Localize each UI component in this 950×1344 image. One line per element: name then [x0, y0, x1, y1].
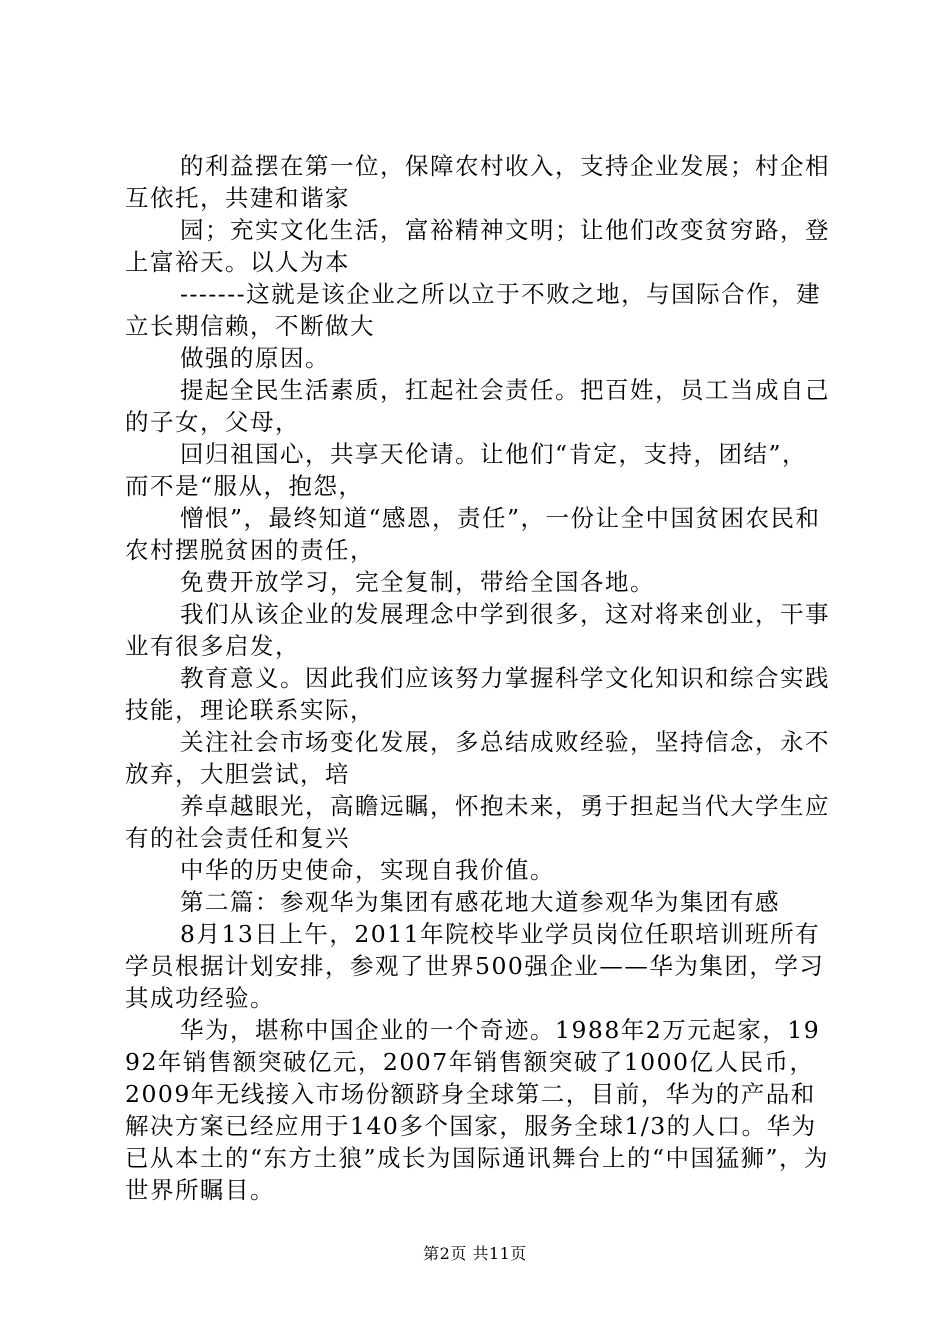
paragraph-2: 园；充实文化生活，富裕精神文明；让他们改变贫穷路，登上富裕天。以人为本 [125, 216, 830, 276]
document-body [125, 150, 830, 1206]
page-number: 第2页 共11页 [423, 1244, 527, 1263]
paragraph-8: 免费开放学习，完全复制，带给全国各地。 [180, 568, 655, 596]
paragraph-visit: 8月13日上午，2011年院校毕业学员岗位任职培训班所有学员根据计划安排，参观了世界500强企业——华为集团，学习其成功经验。 [125, 920, 825, 1012]
paragraph-1: 的利益摆在第一位，保障农村收入，支持企业发展；村企相互依托，共建和谐家 [125, 152, 830, 212]
paragraph-4: 做强的原因。 [180, 344, 330, 372]
section-heading: 第二篇：参观华为集团有感花地大道参观华为集团有感 [180, 888, 780, 916]
paragraph-6: 回归祖国心，共享天伦请。让他们“肯定，支持，团结”，而不是“服从，抱怨， [125, 440, 808, 500]
paragraph-huawei: 华为，堪称中国企业的一个奇迹。1988年2万元起家，1992年销售额突破亿元，2007年销售额突破了1000亿人民币，2009年无线接入市场份额跻身全球第二，目前，华为的产品和解决方案已经应用于140多个国家，服务全球1/3的人口。华为已从本土的“东方土狼”成长为国际通讯舞台上的“中国猛狮”，为世界所瞩目。 [125, 1016, 830, 1204]
paragraph-9: 我们从该企业的发展理念中学到很多，这对将来创业，干事业有很多启发， [125, 600, 830, 660]
paragraph-13: 中华的历史使命，实现自我价值。 [180, 856, 555, 884]
paragraph-5: 提起全民生活素质，扛起社会责任。把百姓，员工当成自己的子女，父母， [125, 376, 830, 436]
paragraph-12: 养卓越眼光，高瞻远瞩，怀抱未来，勇于担起当代大学生应有的社会责任和复兴 [125, 792, 830, 852]
paragraph-7: 憎恨”，最终知道“感恩，责任”，一份让全中国贫困农民和农村摆脱贫困的责任， [125, 504, 821, 564]
paragraph-10: 教育意义。因此我们应该努力掌握科学文化知识和综合实践技能，理论联系实际， [125, 664, 830, 724]
page-footer [0, 1244, 950, 1264]
paragraph-11: 关注社会市场变化发展，多总结成败经验，坚持信念，永不放弃，大胆尝试，培 [125, 728, 830, 788]
paragraph-3: -------这就是该企业之所以立于不败之地，与国际合作，建立长期信赖，不断做大 [125, 280, 822, 340]
